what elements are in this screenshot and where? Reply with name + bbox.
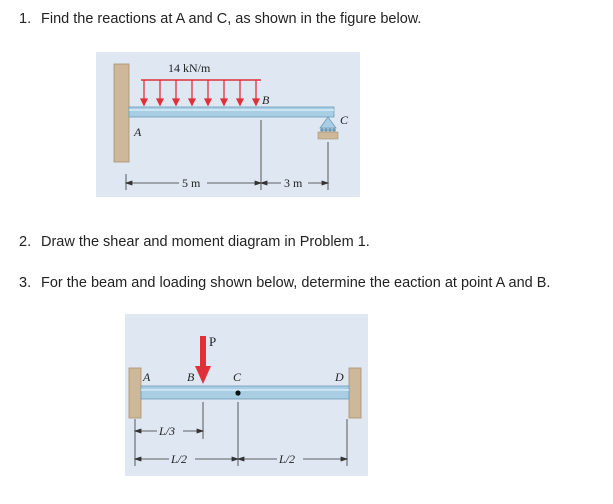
load-label-14kn: 14 kN/m [168,61,211,75]
problem-2-text: Draw the shear and moment diagram in Problem 1. [41,234,370,250]
label-c: C [340,113,349,127]
dimension-ab-label: L/3 [159,424,176,438]
label-a: A [134,125,142,139]
beam-ac [129,107,334,117]
label-a: A [143,370,151,384]
figure-1-beam-diagram [96,52,360,197]
dimension-bc-label: 3 m [284,176,303,190]
point-load-p-arrow [195,366,211,384]
dimension-ac-label: L/2 [171,452,188,466]
figure-1-svg [96,52,360,197]
label-b: B [187,370,195,384]
figure-2-svg [125,314,368,476]
problem-3-number: 3. [19,275,32,291]
ground-c [318,132,338,139]
beam-ad [141,386,349,399]
dimension-cd-label: L/2 [279,452,296,466]
fixed-wall-a [114,64,129,162]
problem-1-number: 1. [19,11,32,27]
dimension-ab-label: 5 m [182,176,201,190]
point-load-p-shaft [200,336,206,368]
label-c: C [233,370,242,384]
problem-1 [19,9,599,31]
load-label-p: P [209,334,217,349]
roller-wheels [320,128,336,132]
point-c-marker [235,390,240,395]
problem-3-text: For the beam and loading shown below, determine the eaction at point A and B. [41,275,551,291]
roller-support-c [320,117,336,128]
fixed-wall-d [349,368,361,418]
problem-2-number: 2. [19,234,32,250]
problem-2 [19,232,599,254]
distributed-load-arrows [141,80,259,105]
label-d: D [335,370,344,384]
fixed-wall-a [129,368,141,418]
problem-3 [19,273,599,317]
problem-1-text: Find the reactions at A and C, as shown in the figure below. [41,11,422,27]
label-b: B [262,93,270,107]
figure-2-beam-diagram [125,314,368,476]
